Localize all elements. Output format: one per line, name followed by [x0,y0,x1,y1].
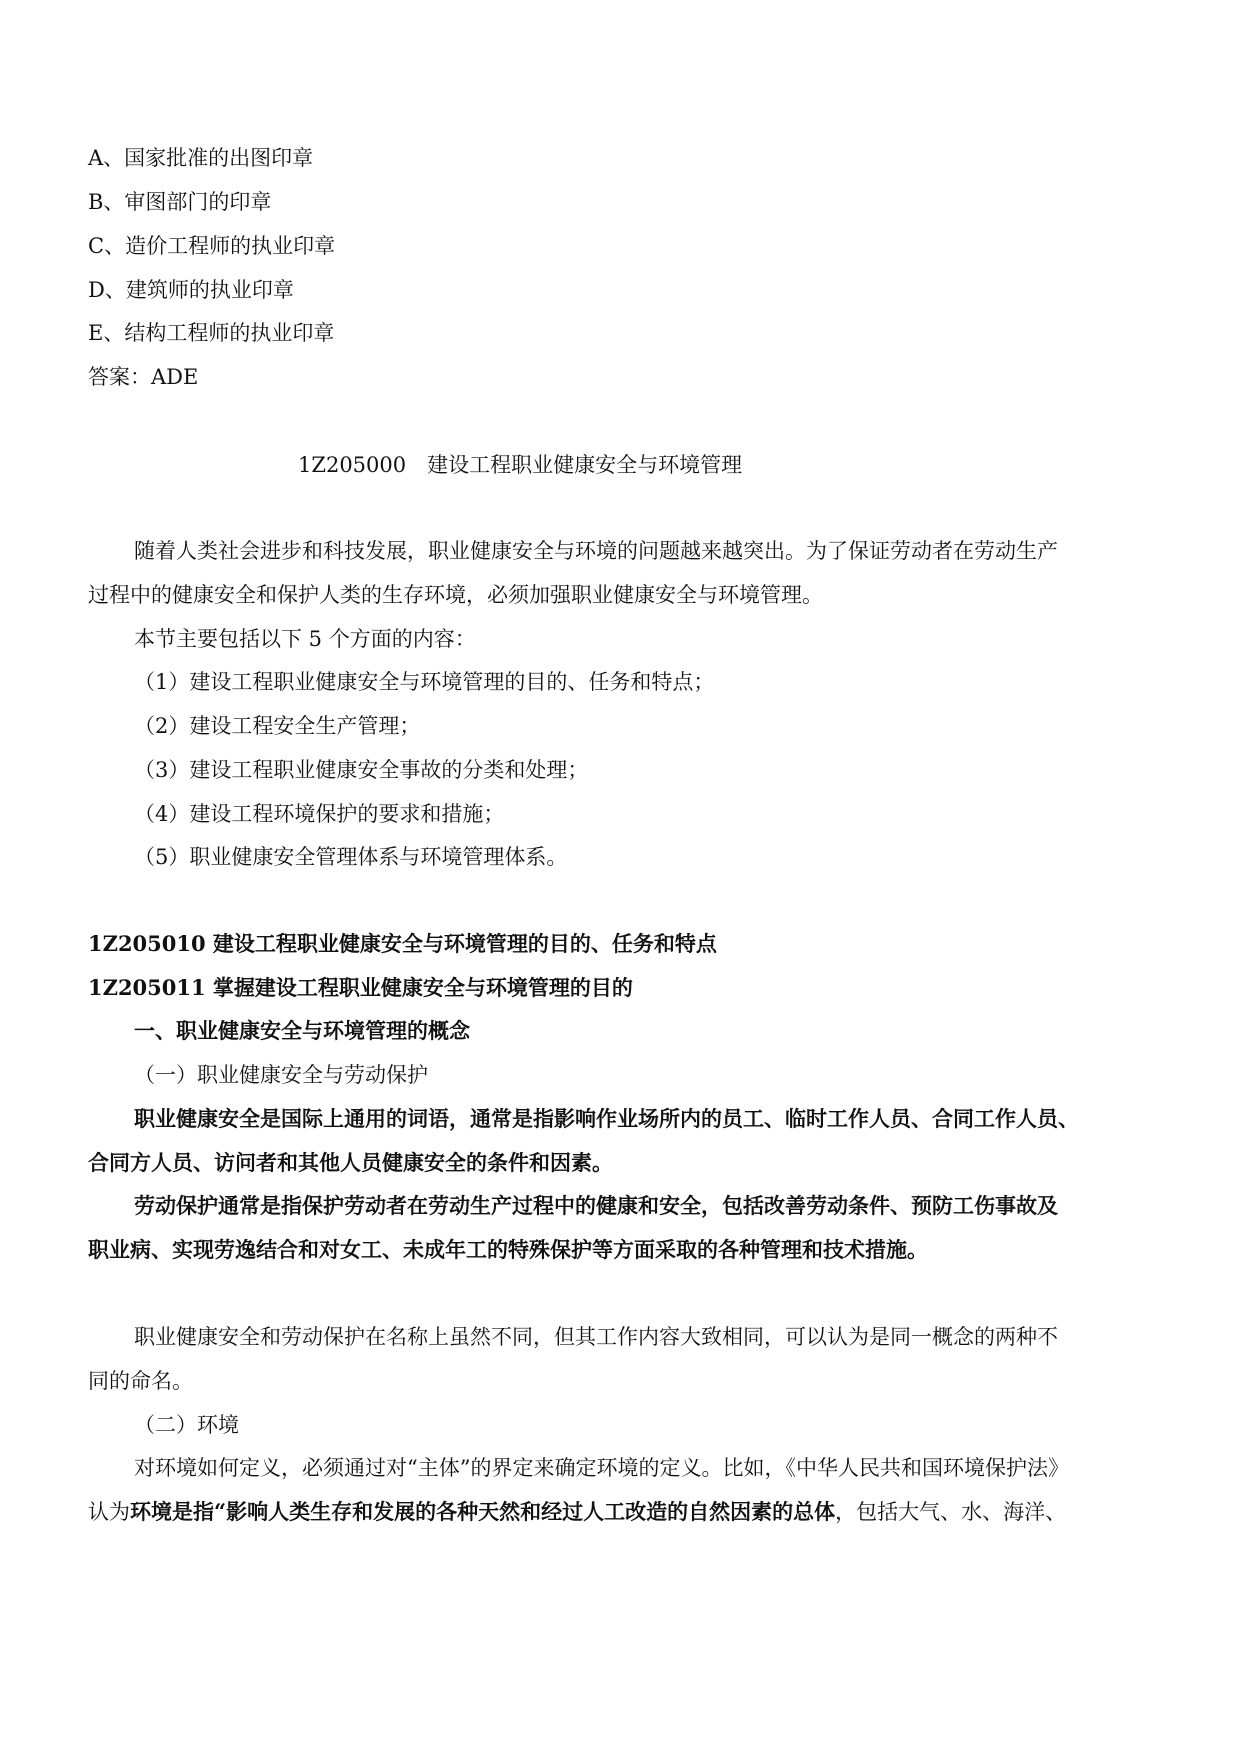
option-a: A、国家批准的出图印章 [88,146,314,170]
intro-line-3: 本节主要包括以下 5 个方面的内容： [134,627,476,651]
heading-1z205010: 1Z205010 建设工程职业健康安全与环境管理的目的、任务和特点 [88,931,717,956]
p2-line-1: 劳动保护通常是指保护劳动者在劳动生产过程中的健康和安全，包括改善劳动条件、预防工伤事故及 [134,1193,1058,1218]
p4-line-2-tail: ，包括大气、水、海洋、 [835,1500,1067,1524]
answer: 答案：ADE [88,365,199,389]
p1-line-1: 职业健康安全是国际上通用的词语，通常是指影响作业场所内的员工、临时工作人员、合同工作人员、 [134,1106,1079,1131]
intro-item-5: （5）职业健康安全管理体系与环境管理体系。 [134,845,568,869]
intro-item-1: （1）建设工程职业健康安全与环境管理的目的、任务和特点； [134,670,715,694]
option-b: B、审图部门的印章 [88,190,272,214]
p3-line-1: 职业健康安全和劳动保护在名称上虽然不同，但其工作内容大致相同，可以认为是同一概念的两种不 [134,1325,1058,1349]
p4-line-2-bold: 环境是指“影响人类生存和发展的各种天然和经过人工改造的自然因素的总体 [130,1499,836,1524]
heading-1z205011: 1Z205011 掌握建设工程职业健康安全与环境管理的目的 [88,975,633,1000]
option-d: D、建筑师的执业印章 [88,278,294,302]
p1-line-2: 合同方人员、访问者和其他人员健康安全的条件和因素。 [88,1150,613,1175]
p4-line-2 [88,1497,1171,1527]
intro-item-4: （4）建设工程环境保护的要求和措施； [134,802,505,826]
p2-line-2: 职业病、实现劳逸结合和对女工、未成年工的特殊保护等方面采取的各种管理和技术措施。 [88,1237,928,1262]
subheading-environment: （二）环境 [134,1413,239,1437]
subheading-ohs: （一）职业健康安全与劳动保护 [134,1063,428,1087]
p4-line-1: 对环境如何定义，必须通过对“主体”的界定来确定环境的定义。比如，《中华人民共和国环境保护法》 [134,1456,1069,1480]
intro-item-3: （3）建设工程职业健康安全事故的分类和处理； [134,758,589,782]
option-e: E、结构工程师的执业印章 [88,321,335,345]
p3-line-2: 同的命名。 [88,1369,193,1393]
heading-concept: 一、职业健康安全与环境管理的概念 [134,1018,470,1043]
intro-line-2: 过程中的健康安全和保护人类的生存环境，必须加强职业健康安全与环境管理。 [88,583,823,607]
option-c: C、造价工程师的执业印章 [88,234,336,258]
intro-line-1: 随着人类社会进步和科技发展，职业健康安全与环境的问题越来越突出。为了保证劳动者在劳动生产 [134,539,1058,563]
p4-line-2-lead: 认为 [88,1500,130,1524]
intro-item-2: （2）建设工程安全生产管理； [134,714,421,738]
section-title: 1Z205000 建设工程职业健康安全与环境管理 [298,453,743,477]
